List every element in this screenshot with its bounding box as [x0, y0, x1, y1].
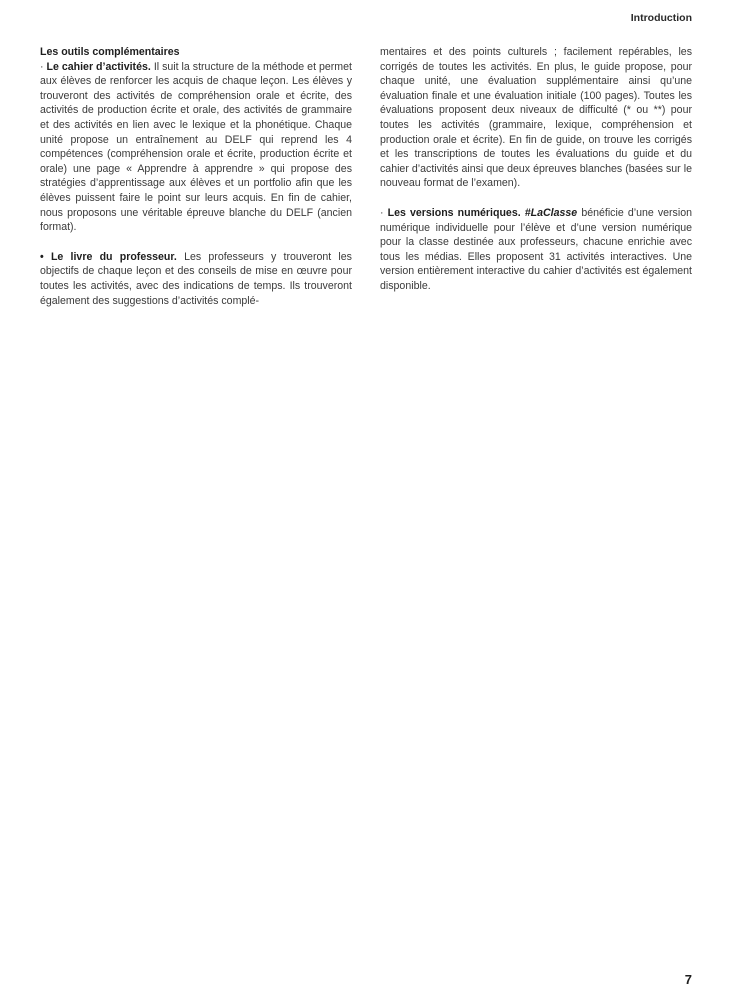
cahier-text: Il suit la structure de la méthode et permet aux élèves de renforcer les acquis de chaque leçon. Les élèves y trouveront des activités de compréhension orale et écrite, des activités de production écrite et orale, des activités de grammaire et des activités en lien avec le lexique et la phonétique. Chaque unité propose un entraînement au DELF qui reprend les 4 compétences (compréhension orale et écrite, production écrite et orale) une page « Apprendre à apprendre » qui propose des stratégies d’apprentissage aux élèves et un portfolio afin que les élèves puissent faire le point sur leurs acquis. En fin de cahier, nous proposons une véritable épreuve blanche du DELF (ancien format).: [40, 60, 352, 234]
livre-paragraph: [40, 250, 352, 308]
laclasse-hashtag: #LaClasse: [524, 206, 578, 219]
cahier-paragraph: [40, 60, 352, 235]
numeriques-paragraph: [380, 206, 692, 294]
section-title: Les outils complémentaires: [40, 46, 180, 58]
running-header: Introduction: [630, 12, 692, 24]
right-column: [380, 45, 692, 294]
numeriques-lead: Les versions numériques.: [387, 206, 521, 219]
livre-lead: Le livre du professeur.: [50, 250, 177, 263]
livre-text: Les professeurs y trouveront les objectifs de chaque leçon et des conseils de mise en œuvre pour toutes les activités, avec des indications de temps. Ils trouveront également des suggestions d’activités complé-: [40, 250, 352, 307]
cahier-lead: Le cahier d’activités.: [46, 60, 151, 73]
bullet: •: [40, 250, 44, 263]
livre-continued-paragraph: mentaires et des points culturels ; facilement repérables, les corrigés de toutes les activités. En plus, le guide propose, pour chaque unité, une évaluation supplémentaire ainsi qu’une évaluation finale et une évaluation initiale (100 pages). Toutes les évaluations proposent deux niveaux de difficulté (* ou **) pour toutes les activités (grammaire, lexique, compréhension et production orale et écrite). En fin de guide, on trouve les corrigés et les transcriptions de toutes les évaluations du guide et du cahier d’activités ainsi que deux épreuves blanches (basées sur le nouveau format de l’examen).: [380, 46, 692, 190]
bullet: ·: [380, 206, 384, 219]
numeriques-text: bénéficie d’une version numérique individuelle pour l’élève et d’une version numérique pour la classe destinée aux professeurs, chacune enrichie avec tous les médias. Elles proposent 31 activités interactives. Une version entièrement interactive du cahier d’activités est également disponible.: [380, 206, 692, 292]
left-column: [40, 45, 352, 308]
bullet: ·: [40, 60, 44, 73]
page-number: 7: [684, 972, 692, 987]
